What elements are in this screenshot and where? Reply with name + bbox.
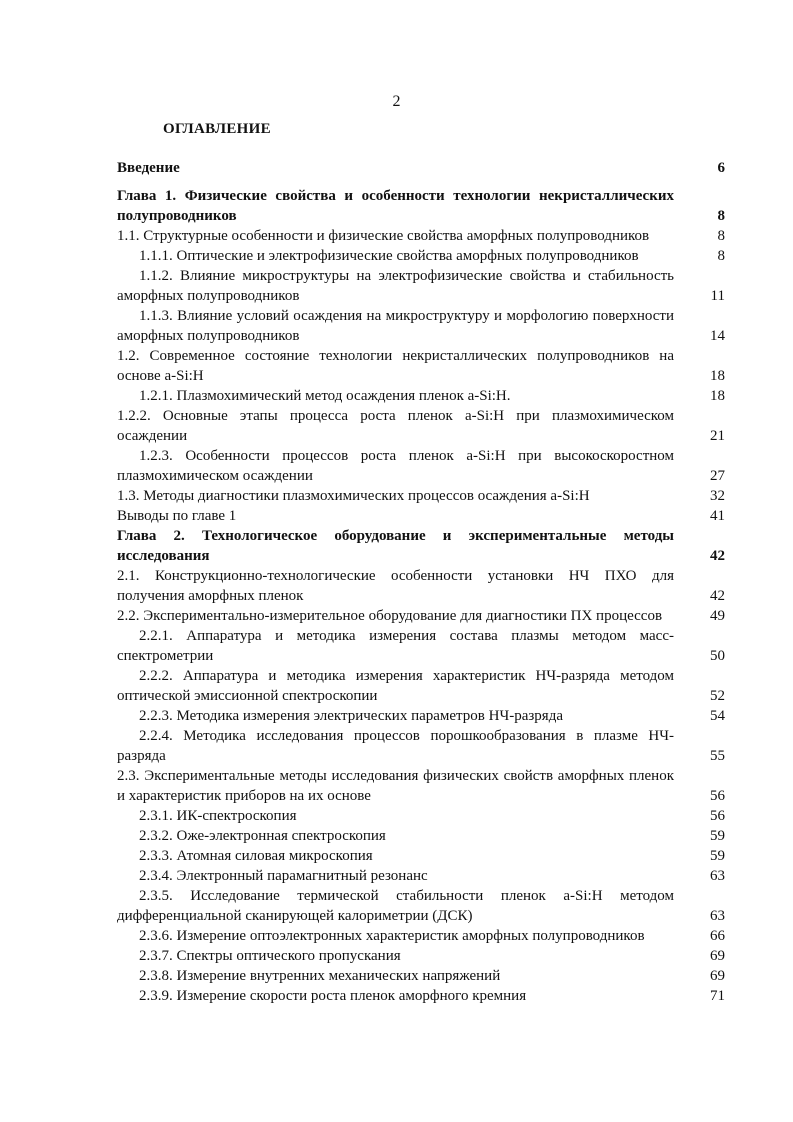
toc-entry bbox=[117, 266, 725, 306]
toc-entry-page: 56 bbox=[710, 808, 725, 824]
toc-entry-page: 14 bbox=[710, 328, 725, 344]
toc-entry-page: 18 bbox=[710, 368, 725, 384]
toc-entry-title: Глава 2. Технологическое оборудование и экспериментальные методы исследования bbox=[117, 528, 674, 564]
toc-entry-page: 50 bbox=[710, 648, 725, 664]
toc-entry-page: 59 bbox=[710, 828, 725, 844]
toc-entry bbox=[117, 966, 725, 986]
toc-entry-page: 54 bbox=[710, 708, 725, 724]
toc-entry-page: 63 bbox=[710, 868, 725, 884]
toc-entry-title: 2.1. Конструкционно-технологические особенности установки НЧ ПХО для получения аморфных пленок bbox=[117, 568, 674, 604]
toc-entry bbox=[117, 158, 725, 178]
toc-entry bbox=[117, 866, 725, 886]
toc-entry-title: 1.1.1. Оптические и электрофизические свойства аморфных полупроводников bbox=[139, 248, 639, 264]
toc-entry-title: Выводы по главе 1 bbox=[117, 508, 237, 524]
toc-entry bbox=[117, 626, 725, 666]
toc-entry bbox=[117, 506, 725, 526]
toc-entry-title: 1.1. Структурные особенности и физические свойства аморфных полупроводников bbox=[117, 228, 650, 244]
toc-entry-title: 1.1.2. Влияние микроструктуры на электрофизические свойства и стабильность аморфных полупроводников bbox=[117, 268, 674, 304]
toc-entry bbox=[117, 446, 725, 486]
toc-entry-title: 2.2.2. Аппаратура и методика измерения характеристик НЧ-разряда методом оптической эмиссионной спектроскопии bbox=[117, 668, 674, 704]
toc-entry-title: 2.3.3. Атомная силовая микроскопия bbox=[139, 848, 373, 864]
toc-entry bbox=[117, 246, 725, 266]
page-number: 2 bbox=[392, 93, 401, 110]
toc-entry-title: Введение bbox=[117, 160, 180, 176]
toc-entry-page: 49 bbox=[710, 608, 725, 624]
toc-entry bbox=[117, 886, 725, 926]
toc-entry-page: 59 bbox=[710, 848, 725, 864]
toc-entry-page: 11 bbox=[710, 288, 725, 304]
toc-entry-page: 42 bbox=[710, 548, 725, 564]
toc-entry bbox=[117, 986, 725, 1006]
toc-entry bbox=[117, 606, 725, 626]
toc-entry-title: 1.2. Современное состояние технологии некристаллических полупроводников на основе a-Si:H bbox=[117, 348, 674, 384]
toc-entry-page: 6 bbox=[717, 160, 725, 176]
toc-entry-title: 2.3.2. Оже-электронная спектроскопия bbox=[139, 828, 386, 844]
toc-entry-title: 2.2.1. Аппаратура и методика измерения состава плазмы методом масс-спектрометрии bbox=[117, 628, 674, 664]
toc-entry-title: 2.2. Экспериментально-измерительное оборудование для диагностики ПХ процессов bbox=[117, 608, 663, 624]
toc-entry bbox=[117, 526, 725, 566]
toc-entry-title: 2.3.6. Измерение оптоэлектронных характеристик аморфных полупроводников bbox=[139, 928, 645, 944]
toc-entry-page: 52 bbox=[710, 688, 725, 704]
toc-entry bbox=[117, 386, 725, 406]
toc-entry-title: 2.3.5. Исследование термической стабильности пленок a-Si:H методом дифференциальной сканирующей калориметрии (ДСК) bbox=[117, 888, 674, 924]
toc-entry-page: 71 bbox=[710, 988, 725, 1004]
toc-entry-page: 21 bbox=[710, 428, 725, 444]
toc-entry-page: 32 bbox=[710, 488, 725, 504]
toc-entry-page: 66 bbox=[710, 928, 725, 944]
toc-entry-page: 27 bbox=[710, 468, 725, 484]
toc-title: ОГЛАВЛЕНИЕ bbox=[163, 121, 271, 137]
toc-entry bbox=[117, 306, 725, 346]
toc-entry-title: 2.3.7. Спектры оптического пропускания bbox=[139, 948, 401, 964]
toc-entry-title: 1.2.1. Плазмохимический метод осаждения пленок a-Si:H. bbox=[139, 388, 511, 404]
toc-entry-title: 1.2.2. Основные этапы процесса роста пленок a-Si:H при плазмохимическом осаждении bbox=[117, 408, 674, 444]
toc-entry bbox=[117, 706, 725, 726]
toc-entry bbox=[117, 926, 725, 946]
toc-entry bbox=[117, 726, 725, 766]
toc-entry-title: 1.3. Методы диагностики плазмохимических процессов осаждения a-Si:H bbox=[117, 488, 590, 504]
toc-entry-page: 18 bbox=[710, 388, 725, 404]
toc-entry-title: 2.3. Экспериментальные методы исследования физических свойств аморфных пленок и характеристик приборов на их основе bbox=[117, 768, 674, 804]
toc-entry-title: 2.3.9. Измерение скорости роста пленок аморфного кремния bbox=[139, 988, 527, 1004]
toc-entry-title: 2.2.3. Методика измерения электрических параметров НЧ-разряда bbox=[139, 708, 563, 724]
toc-entry-page: 41 bbox=[710, 508, 725, 524]
toc-entry-page: 55 bbox=[710, 748, 725, 764]
toc-entry bbox=[117, 806, 725, 826]
table-of-contents bbox=[117, 158, 725, 1006]
toc-entry-title: 2.3.4. Электронный парамагнитный резонанс bbox=[139, 868, 428, 884]
toc-entry bbox=[117, 946, 725, 966]
toc-entry bbox=[117, 766, 725, 806]
toc-entry-title: 2.3.1. ИК-спектроскопия bbox=[139, 808, 297, 824]
toc-entry-page: 42 bbox=[710, 588, 725, 604]
toc-entry bbox=[117, 826, 725, 846]
toc-entry bbox=[117, 186, 725, 226]
toc-entry-page: 69 bbox=[710, 948, 725, 964]
toc-entry-title: 1.1.3. Влияние условий осаждения на микроструктуру и морфологию поверхности аморфных полупроводников bbox=[117, 308, 674, 344]
toc-entry-page: 56 bbox=[710, 788, 725, 804]
toc-entry-page: 8 bbox=[717, 248, 725, 264]
toc-entry-title: 2.2.4. Методика исследования процессов порошкообразования в плазме НЧ-разряда bbox=[117, 728, 674, 764]
toc-entry bbox=[117, 226, 725, 246]
toc-entry bbox=[117, 486, 725, 506]
toc-entry-title: 2.3.8. Измерение внутренних механических напряжений bbox=[139, 968, 501, 984]
toc-entry bbox=[117, 846, 725, 866]
toc-entry bbox=[117, 566, 725, 606]
toc-entry-page: 63 bbox=[710, 908, 725, 924]
toc-entry-page: 8 bbox=[717, 228, 725, 244]
toc-entry-page: 69 bbox=[710, 968, 725, 984]
toc-entry-title: Глава 1. Физические свойства и особенности технологии некристаллических полупроводников bbox=[117, 188, 674, 224]
toc-entry-page: 8 bbox=[717, 208, 725, 224]
toc-entry bbox=[117, 346, 725, 386]
toc-entry bbox=[117, 406, 725, 446]
toc-entry bbox=[117, 666, 725, 706]
toc-entry-title: 1.2.3. Особенности процессов роста пленок a-Si:H при высокоскоростном плазмохимическом осаждении bbox=[117, 448, 674, 484]
